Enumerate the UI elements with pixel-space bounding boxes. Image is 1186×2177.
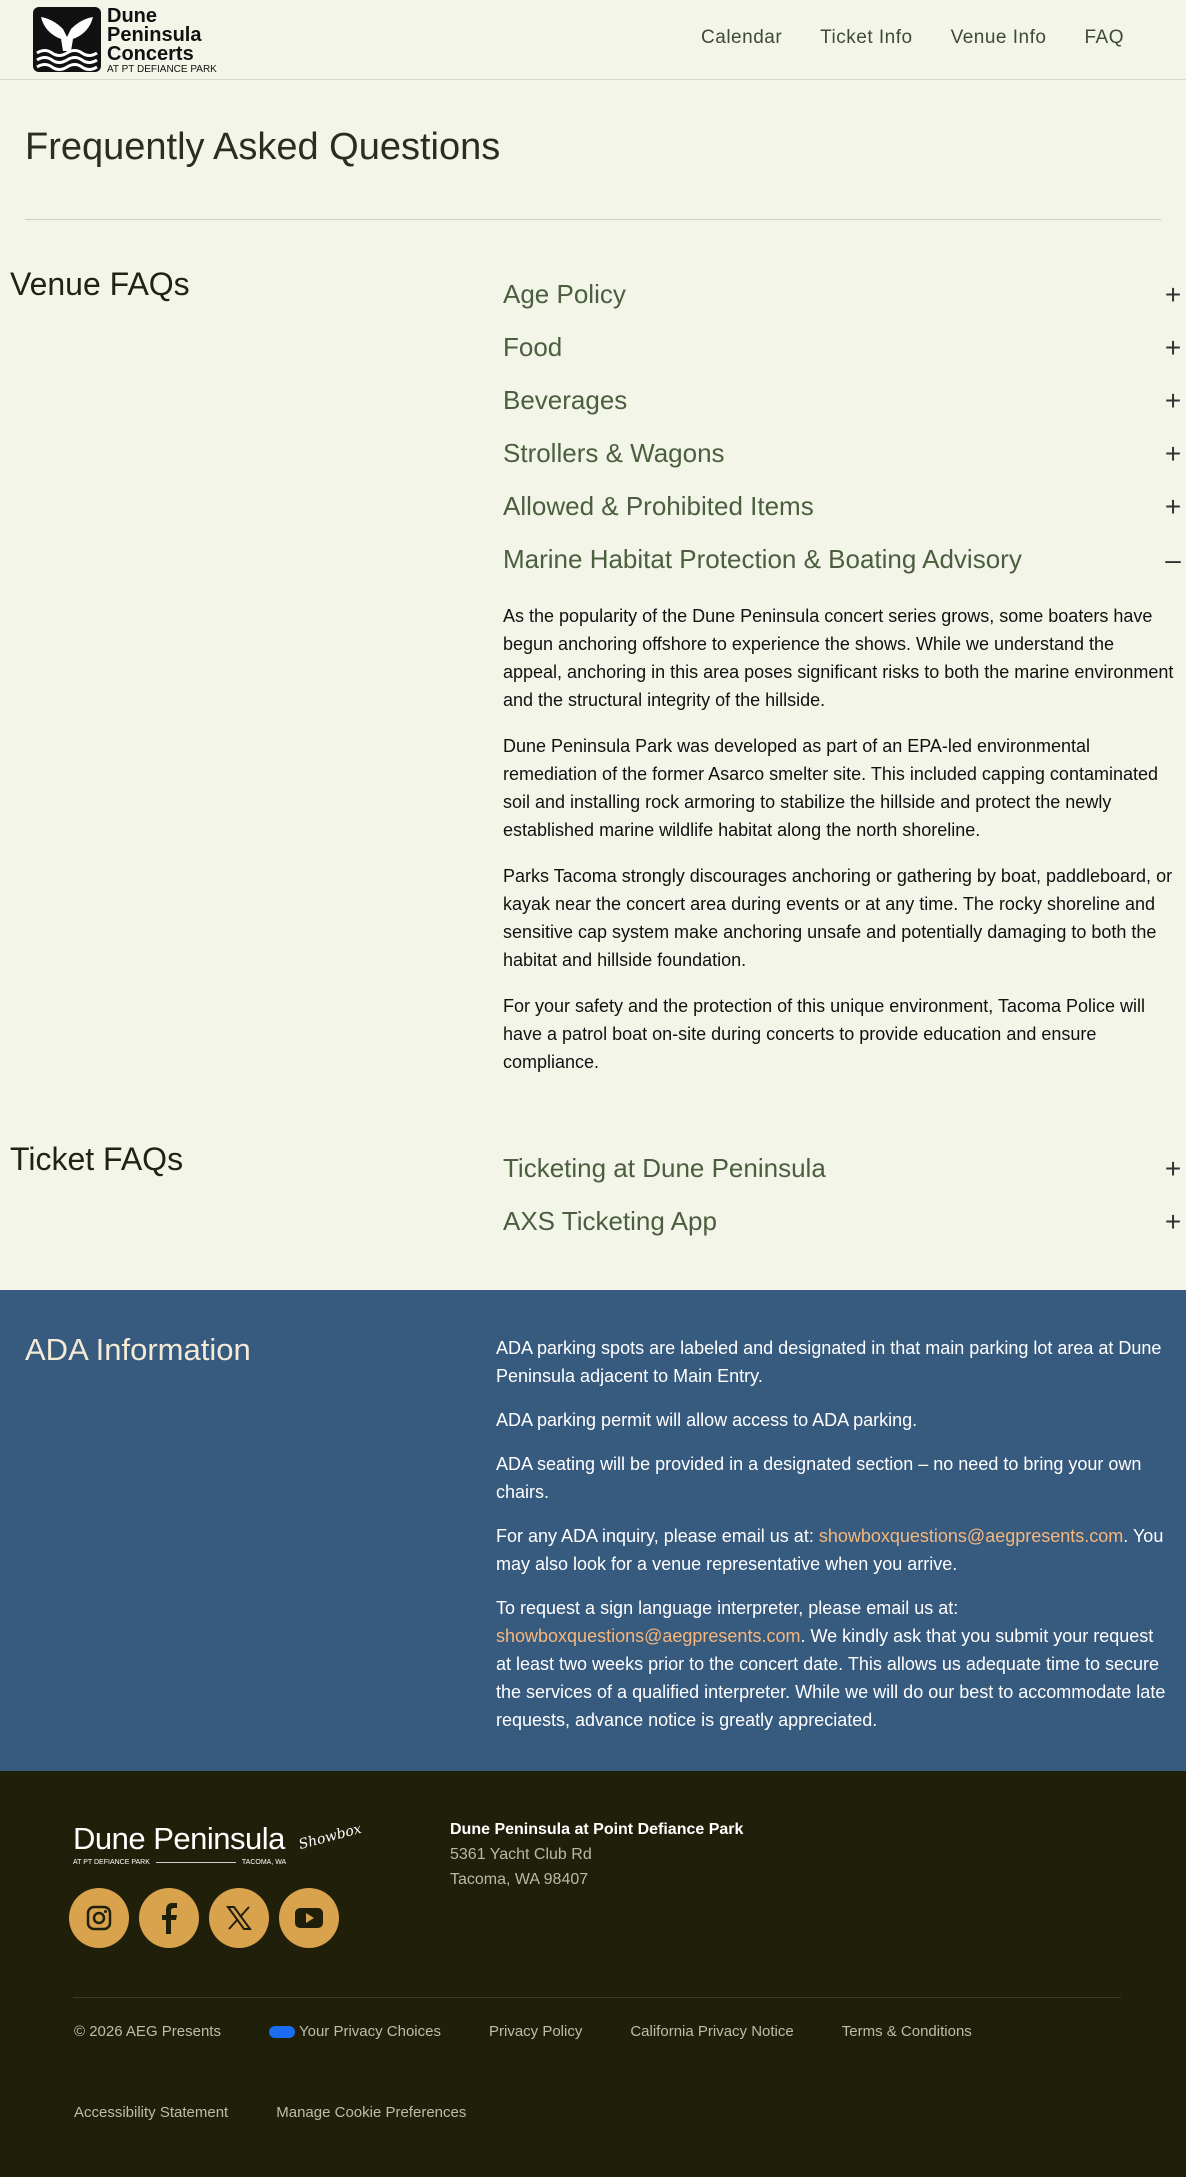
- site-footer: [0, 1771, 1186, 2177]
- faq-label: Age Policy: [503, 279, 626, 309]
- faq-paragraph: As the popularity of the Dune Peninsula concert series grows, some boaters have begun anchoring offshore to experience the shows. While we understand the appeal, anchoring in this area poses significant risks to both the marine environment and the structural integrity of the hillside.: [503, 606, 1174, 710]
- copyright: © 2026 AEG Presents: [74, 2023, 221, 2040]
- faq-label: Marine Habitat Protection & Boating Advisory: [503, 544, 1022, 574]
- facebook-icon[interactable]: [139, 1888, 199, 1948]
- ada-section: [0, 1290, 1186, 1771]
- nav-venue-info[interactable]: Venue Info: [950, 27, 1047, 48]
- faq-ticketing[interactable]: [503, 1142, 1183, 1195]
- logo-subline: AT PT DEFIANCE PARK: [107, 64, 217, 75]
- logo-line: Concerts: [107, 43, 194, 65]
- faq-age-policy[interactable]: [503, 268, 1183, 321]
- plus-icon: +: [1164, 331, 1182, 363]
- site-logo[interactable]: [33, 7, 217, 76]
- site-header: [0, 0, 1186, 80]
- social-links: [69, 1888, 339, 1948]
- logo-line: Peninsula: [107, 24, 202, 46]
- plus-icon: +: [1164, 437, 1182, 469]
- faq-axs-app[interactable]: [503, 1195, 1183, 1248]
- cookie-preferences-link[interactable]: Manage Cookie Preferences: [276, 2104, 467, 2121]
- ada-paragraph: ADA parking permit will allow access to ADA parking.: [496, 1410, 918, 1430]
- email-link[interactable]: showboxquestions@aegpresents.com: [496, 1626, 801, 1646]
- footer-logo-sub: TACOMA, WA: [241, 1859, 287, 1866]
- faq-label: Food: [503, 332, 563, 362]
- california-privacy-link[interactable]: California Privacy Notice: [630, 2023, 794, 2040]
- instagram-icon[interactable]: [69, 1888, 129, 1948]
- ada-heading: ADA Information: [25, 1332, 251, 1367]
- faq-marine-habitat-body: [503, 602, 1183, 1076]
- faq-strollers[interactable]: [503, 427, 1183, 480]
- divider: [25, 219, 1161, 220]
- showbox-logo: Showbox: [297, 1820, 364, 1854]
- nav-faq[interactable]: FAQ: [1084, 27, 1124, 48]
- faq-marine-habitat[interactable]: [503, 533, 1183, 586]
- footer-links-2: [74, 2104, 514, 2121]
- faq-label: Strollers & Wagons: [503, 438, 725, 468]
- privacy-policy-link[interactable]: Privacy Policy: [488, 2023, 583, 2040]
- footer-logo-sub: AT PT DEFIANCE PARK: [73, 1859, 150, 1866]
- ticket-faq-accordion: [503, 1142, 1183, 1248]
- plus-icon: +: [1164, 278, 1182, 310]
- faq-label: AXS Ticketing App: [503, 1206, 717, 1236]
- link-label: Your Privacy Choices: [298, 2023, 441, 2040]
- faq-label: Beverages: [503, 385, 628, 415]
- faq-food[interactable]: [503, 321, 1183, 374]
- plus-icon: +: [1164, 490, 1182, 522]
- ada-paragraph: [496, 1522, 1166, 1578]
- x-icon[interactable]: [209, 1888, 269, 1948]
- email-link[interactable]: showboxquestions@aegpresents.com: [818, 1526, 1124, 1546]
- footer-divider: [73, 1997, 1121, 1998]
- faq-paragraph: Dune Peninsula Park was developed as part of an EPA-led environmental remediation of the former Asarco smelter site. This included capping contaminated soil and installing rock armoring to stabilize the hillside and protect the newly established marine wildlife habitat along the north shoreline.: [503, 736, 1159, 840]
- privacy-toggle-icon: [269, 2026, 295, 2038]
- faq-label: Allowed & Prohibited Items: [503, 491, 814, 521]
- address-name: Dune Peninsula at Point Defiance Park: [450, 1821, 744, 1838]
- faq-paragraph: For your safety and the protection of this unique environment, Tacoma Police will have a patrol boat on-site during concerts to provide education and ensure compliance.: [503, 996, 1146, 1072]
- venue-address: [450, 1817, 743, 1892]
- ada-paragraph: ADA parking spots are labeled and designated in that main parking lot area at Dune Peninsula adjacent to Main Entry.: [496, 1338, 1162, 1386]
- ada-text: To request a sign language interpreter, please email us at:: [496, 1598, 959, 1618]
- ada-text: . You may also look for a venue representative when you arrive.: [496, 1526, 1164, 1574]
- nav-calendar[interactable]: Calendar: [701, 27, 783, 48]
- nav-ticket-info[interactable]: Ticket Info: [820, 27, 913, 48]
- faq-paragraph: Parks Tacoma strongly discourages anchoring or gathering by boat, paddleboard, or kayak near the concert area during events or at any time. The rocky shoreline and sensitive cap system make anchoring unsafe and potentially damaging to both the habitat and hillside foundation.: [503, 866, 1173, 970]
- ada-text: . We kindly ask that you submit your request at least two weeks prior to the concert date. This allows us adequate time to secure the services of a qualified interpreter. While we will do our best to accommodate late requests, advance notice is greatly appreciated.: [496, 1626, 1166, 1730]
- whale-tail-logo-icon: [33, 7, 101, 72]
- venue-faqs-heading: Venue FAQs: [10, 266, 190, 302]
- ticket-faqs-heading: Ticket FAQs: [10, 1141, 184, 1177]
- faq-beverages[interactable]: [503, 374, 1183, 427]
- logo-line: Dune: [107, 5, 157, 27]
- ada-paragraph: ADA seating will be provided in a designated section – no need to bring your own chairs.: [496, 1454, 1142, 1502]
- footer-links: [74, 2023, 1020, 2040]
- address-city: Tacoma, WA 98407: [450, 1871, 589, 1888]
- footer-logo[interactable]: [73, 1821, 286, 1866]
- terms-link[interactable]: Terms & Conditions: [841, 2023, 972, 2040]
- faq-label: Ticketing at Dune Peninsula: [503, 1153, 826, 1183]
- plus-icon: +: [1164, 384, 1182, 416]
- privacy-choices-link[interactable]: [269, 2023, 441, 2040]
- plus-icon: +: [1164, 1152, 1182, 1184]
- plus-icon: +: [1164, 1205, 1182, 1237]
- page-title: Frequently Asked Questions: [25, 126, 501, 168]
- footer-logo-name: Dune Peninsula: [73, 1821, 285, 1856]
- ada-text: For any ADA inquiry, please email us at:: [496, 1526, 819, 1546]
- youtube-icon[interactable]: [279, 1888, 339, 1948]
- main-nav: [701, 27, 1124, 49]
- minus-icon: –: [1165, 543, 1181, 575]
- venue-faq-accordion: [503, 268, 1183, 1094]
- faq-allowed-items[interactable]: [503, 480, 1183, 533]
- address-street: 5361 Yacht Club Rd: [450, 1846, 592, 1863]
- ada-paragraph: [496, 1594, 1166, 1734]
- accessibility-link[interactable]: Accessibility Statement: [74, 2104, 229, 2121]
